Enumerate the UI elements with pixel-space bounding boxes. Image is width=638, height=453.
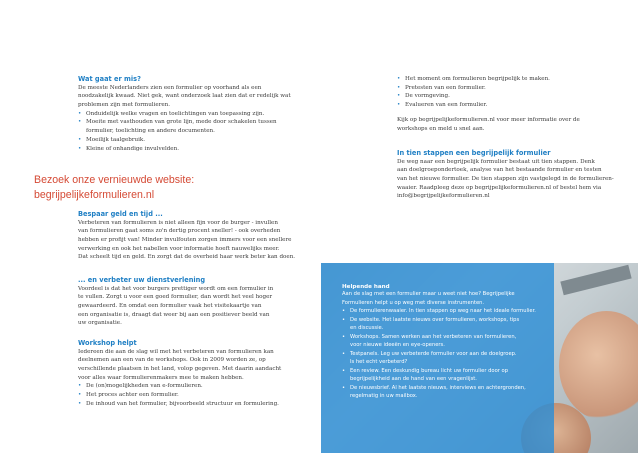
list-item: • Het proces achter een formulier. [78,391,323,400]
section-save [78,210,323,262]
text-line: voor alles waar formulierenmakers mee te maken hebben. [78,374,244,381]
text-line: De meeste Nederlanders zien een formulier op voorhand als een [78,84,262,91]
text-line: van formulieren gaat soms zo'n dertig procent sneller! - ook overheden [78,228,281,235]
workshop-list [78,382,323,408]
section-workshop-topics [397,75,632,133]
list-item: en discussie. [350,325,384,331]
heading-workshop: Workshop helpt [78,339,137,347]
callout-url[interactable]: begrijpelijkeformulieren.nl [34,189,155,201]
text-line: van het nieuwe formulier. De tien stappen zijn vastgelegd in de formulieren- [397,176,614,182]
text-line: De weg naar een begrijpelijk formulier bestaat uit tien stappen. Denk [397,158,595,165]
text-line: workshops en meld u snel aan. [397,125,485,132]
panel-title: Helpende hand [342,284,390,290]
text-line: aan doelgroepondertoek, analyse van het bestaande formulier en testen [397,167,602,174]
text-line: Voordeel is dat het voor burgers prettiger wordt om een formulier in [78,285,274,292]
list-item: • Moeite met vasthouden van grote lijn, mede door schakelen tussen [78,118,318,127]
text-line: uw organisatie. [78,320,122,327]
text-line: deelnemen aan een van de workshops. Ook in 2009 worden ze, op [78,357,266,364]
text-line: problemen zijn met formulieren. [78,102,171,108]
heading-service: ... en verbeter uw dienstverlening [78,276,206,284]
list-item: begrijpelijkheid aan de hand van een vragenlijst. [350,376,477,382]
text-line: Dat scheelt tijd en geld. En zorgt dat de overheid haar werk beter kan doen. [78,254,296,261]
list-item: • Evalueren van een formulier. [397,101,632,110]
topics-list [397,75,632,110]
heading-ten-steps: In tien stappen een begrijpelijk formulier [397,149,551,157]
list-item: regelmatig in uw mailbox. [350,393,418,399]
section-workshop [78,339,323,409]
text-line: Iedereen die aan de slag wil met het verbeteren van formulieren kan [78,348,274,355]
section-problems [78,75,318,153]
heading-problems: Wat gaat er mis? [78,75,141,83]
list-item: • De nieuwsbrief. Al het laatste nieuws, interviews en achtergronden, [342,384,554,393]
panel-list [342,307,554,401]
text-line: te vullen. Zorgt u voor een goed formulier, dan wordt het veel hoger [78,294,273,301]
list-item: • Onduidelijk welke vragen en toelichtingen van toepassing zijn. [78,110,318,119]
list-item: • Moeilijk taalgebruik. [78,136,318,145]
list-item: • De website. Het laatste nieuws over formulieren, workshops, tips [342,316,554,325]
list-item: • Pretesten van een formulier. [397,84,632,93]
hand-shape [559,311,638,421]
list-item: • De vormgeving. [397,92,632,101]
text-line: waaier. Raadpleeg deze op begrijpelijkeformulieren.nl of bestel hem via [397,184,602,191]
list-item: • Kleine of onhandige invulvelden. [78,145,318,154]
list-item: • Testpanels. Leg uw verbeterde formulier voor aan de doelgroep. [342,350,554,359]
text-line: hebben er profijt van! Minder invulfouten zorgen immers voor een snellere [78,237,292,243]
callout-line: Bezoek onze vernieuwde website: [34,174,195,186]
list-item: • De formulierenwaaier. In tien stappen op weg naar het ideale formulier. [342,307,554,316]
text-line: Kijk op begrijpelijkeformulieren.nl voor meer informatie over de [397,116,580,123]
list-item: • Workshops. Samen werken aan het verbeteren van formulieren, [342,333,554,342]
hands-photo [321,263,638,453]
text-line: gewaardeerd. En omdat een formulier vaak het visitekaartje van [78,303,262,309]
text-line: noodzakelijk kwaad. Niet gek, want onderzoek laat zien dat er redelijk wat [78,93,291,100]
text-line: verwerking en ook het nabellen voor informatie hoeft nauwelijks meer. [78,245,280,252]
list-item: • Een review. Een deskundig bureau licht uw formulier door op [342,367,554,376]
website-callout [34,173,294,203]
email-link[interactable]: info@begrijpelijkeformulieren.nl [397,193,490,200]
list-item: • Het moment om formulieren begrijpelijk te maken. [397,75,632,84]
section-service [78,276,323,328]
text-line: een organisatie is, draagt dat weer bij aan een positiever beeld van [78,311,270,318]
heading-save: Bespaar geld en tijd ... [78,210,163,218]
text-line: Verbeteren van formulieren is niet alleen fijn voor de burger - invullen [78,219,278,226]
list-item: Is het echt verbeterd? [350,359,408,365]
problems-list [78,110,318,154]
list-item: • De (on)mogelijkheden van e-formulieren. [78,382,323,391]
helping-hand-panel [321,263,554,453]
section-ten-steps [397,149,637,201]
text-line: Aan de slag met een formulier maar u weet niet hoe? Begrijpelijke [342,291,515,297]
list-item: formulier, toelichting en andere documenten. [86,128,215,135]
pen-shape [560,265,631,296]
text-line: Formulieren helpt u op weg met diverse instrumenten. [342,299,485,306]
list-item: • De inhoud van het formulier, bijvoorbeeld structuur en formulering. [78,400,323,409]
list-item: voor nieuwe ideeën en eye-openers. [350,342,445,348]
text-line: verschillende plaatsen in het land, volop gegeven. Met daarin aandacht [78,366,282,372]
